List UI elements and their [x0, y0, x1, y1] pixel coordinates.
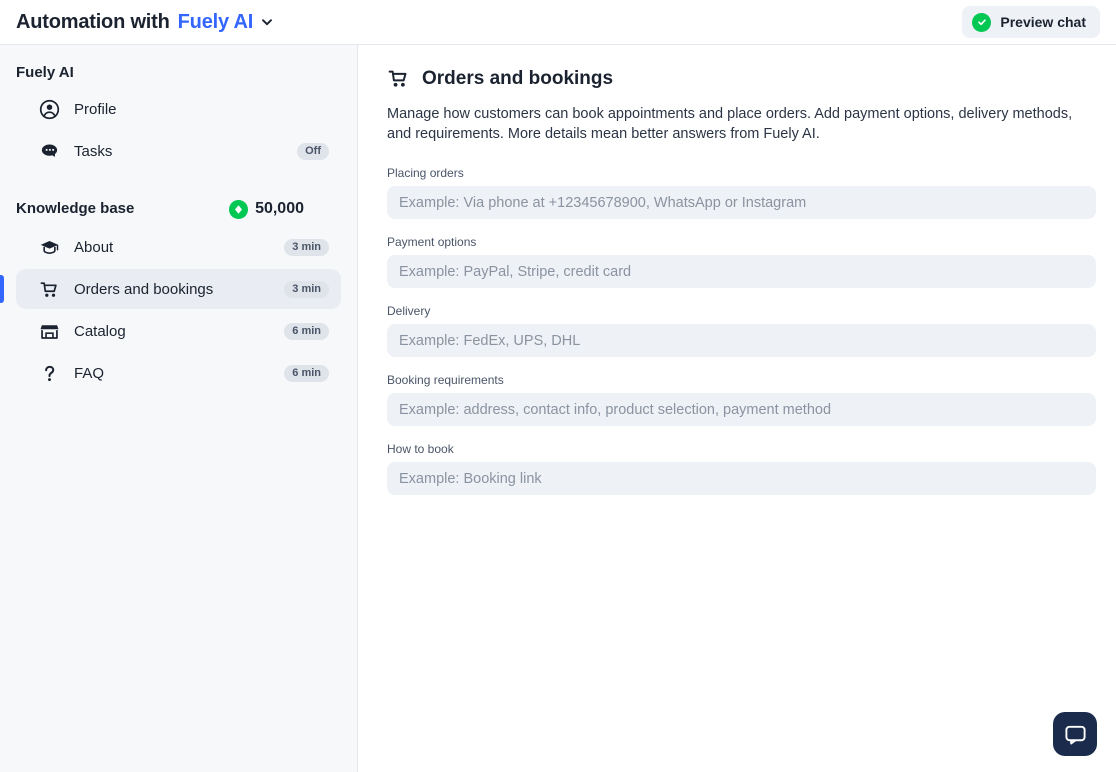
sidebar-item-profile[interactable]	[16, 89, 341, 129]
sidebar-item-faq[interactable]	[16, 353, 341, 393]
field-delivery	[387, 304, 1088, 357]
question-mark-icon	[38, 363, 60, 384]
field-label: Booking requirements	[387, 373, 504, 387]
duration-badge: 6 min	[284, 323, 329, 340]
sidebar-item-label: Profile	[74, 100, 117, 118]
shopping-cart-icon	[387, 67, 410, 90]
payment-options-input[interactable]	[387, 255, 1096, 288]
page-title	[387, 67, 1088, 90]
field-placing-orders	[387, 166, 1088, 219]
chevron-down-icon[interactable]	[260, 15, 274, 29]
sidebar-item-label: Tasks	[74, 142, 113, 160]
field-how-to-book	[387, 442, 1088, 495]
shopping-cart-icon	[38, 279, 60, 300]
field-label: Placing orders	[387, 166, 464, 180]
storefront-icon	[38, 321, 60, 342]
sidebar-item-label: FAQ	[74, 364, 105, 382]
field-label: Payment options	[387, 235, 477, 249]
credits-counter	[229, 195, 341, 223]
sidebar	[0, 45, 358, 772]
chat-bubble-icon	[1064, 723, 1087, 746]
preview-chat-label: Preview chat	[1000, 14, 1086, 30]
profile-icon	[38, 99, 60, 120]
page-title-text: Orders and bookings	[422, 67, 614, 89]
preview-chat-button[interactable]	[962, 6, 1100, 38]
status-badge: Off	[297, 143, 329, 160]
sidebar-item-orders-and-bookings[interactable]	[16, 269, 341, 309]
knowledge-base-label: Knowledge base	[16, 200, 135, 217]
graduation-cap-icon	[38, 237, 60, 258]
status-check-icon	[972, 13, 991, 32]
sidebar-section-title-knowledge-base	[0, 193, 357, 225]
coin-icon	[229, 200, 248, 219]
tasks-icon	[38, 141, 60, 162]
main-content	[359, 45, 1116, 772]
sidebar-section-title-fuely: Fuely AI	[16, 64, 74, 81]
top-bar	[0, 0, 1116, 45]
sidebar-item-tasks[interactable]	[16, 131, 341, 171]
field-label: How to book	[387, 442, 454, 456]
field-label: Delivery	[387, 304, 431, 318]
sidebar-item-label: About	[74, 238, 114, 256]
how-to-book-input[interactable]	[387, 462, 1096, 495]
credits-value: 50,000	[255, 200, 304, 217]
field-booking-requirements	[387, 373, 1088, 426]
app-title: Automation with	[16, 10, 170, 33]
chat-widget-button[interactable]	[1053, 712, 1097, 756]
sidebar-item-catalog[interactable]	[16, 311, 341, 351]
duration-badge: 3 min	[284, 239, 329, 256]
placing-orders-input[interactable]	[387, 186, 1096, 219]
booking-requirements-input[interactable]	[387, 393, 1096, 426]
brand-name[interactable]: Fuely AI	[177, 10, 254, 33]
page-description: Manage how customers can book appointments and place orders. Add payment options, delivery methods, and requirements. More details mean better answers from Fuely AI.	[387, 106, 1073, 142]
sidebar-item-label: Catalog	[74, 322, 126, 340]
field-payment-options	[387, 235, 1088, 288]
sidebar-item-label: Orders and bookings	[74, 280, 214, 298]
duration-badge: 3 min	[284, 281, 329, 298]
duration-badge: 6 min	[284, 365, 329, 382]
sidebar-item-about[interactable]	[16, 227, 341, 267]
delivery-input[interactable]	[387, 324, 1096, 357]
